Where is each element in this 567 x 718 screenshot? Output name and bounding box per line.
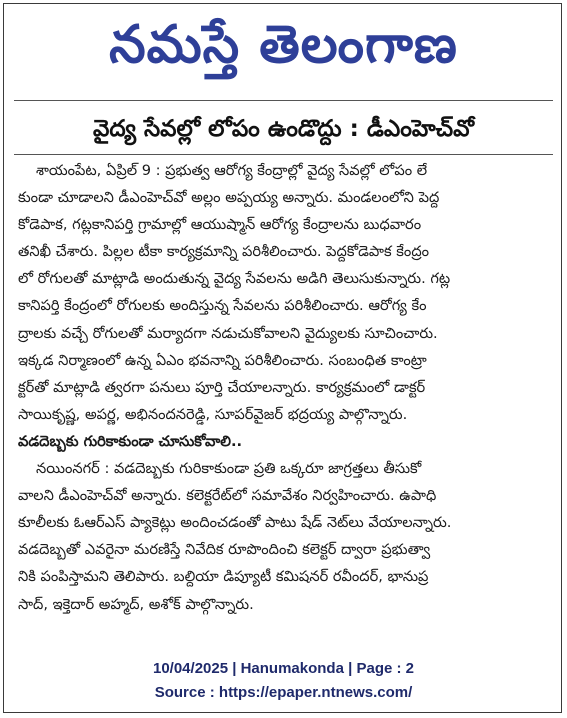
article-line: లో రోగులతో మాట్లాడి అందుతున్న వైద్య సేవలను అడిగి తెలుసుకున్నారు. గట్ల	[18, 270, 451, 288]
article-line: క్టర్‌తో మాట్లాడి త్వరగా పనులు పూర్తి చేయాలన్నారు. కార్యక్రమంలో డాక్టర్	[18, 378, 426, 396]
article-headline: వైద్య సేవల్లో లోపం ఉండొద్దు : డీఎంహెచ్‌వో	[93, 116, 474, 142]
article-line: వడదెబ్బతో ఎవరైనా మరణిస్తే నివేదిక రూపొందించి కలెక్టర్ ద్వారా ప్రభుత్వా	[18, 541, 431, 559]
edition-info: 10/04/2025 | Hanumakonda | Page : 2	[152, 660, 414, 677]
masthead-divider	[14, 100, 553, 101]
article-line: కోడెపాక, గట్లకానిపర్తి గ్రామాల్లో ఆయుష్మాన్ ఆరోగ్య కేంద్రాలను బుధవారం	[18, 216, 422, 234]
article-line: తనిఖీ చేశారు. పిల్లల టీకా కార్యక్రమాన్ని పరిశీలించారు. పెద్దకోడెపాక కేంద్రం	[18, 243, 430, 261]
article-line: ఇక్కడ నిర్మాణంలో ఉన్న ఏఎం భవనాన్ని పరిశీలించారు. సంబంధిత కాంట్రా	[18, 351, 427, 369]
article-line: ద్రాలకు వచ్చే రోగులతో మర్యాదగా నడుచుకోవాలని వైద్యులకు సూచించారు.	[18, 324, 438, 342]
article-body	[18, 157, 550, 618]
article-subheading: వడదెబ్బకు గురికాకుండా చూసుకోవాలి..	[18, 432, 243, 450]
article-line: నికి పంపిస్తామని తెలిపారు. బల్దియా డిప్యూటీ కమిషనర్ రవీందర్, భానుప్ర	[18, 568, 429, 586]
article-line: సాద్, ఇక్తెదార్ అహ్మద్, అశోక్ పాల్గొన్నారు.	[18, 595, 254, 613]
article-line: కానిపర్తి కేంద్రంలో రోగులకు అందిస్తున్న సేవలను పరిశీలించారు. ఆరోగ్య కేం	[18, 297, 427, 315]
article-line: వాలని డీఎంహెచ్‌వో అన్నారు. కలెక్టరేట్‌లో సమావేశం నిర్వహించారు. ఉపాధి	[18, 487, 437, 505]
article-line: శాయంపేట, ఏప్రిల్ 9 : ప్రభుత్వ ఆరోగ్య కేంద్రాల్లో వైద్య సేవల్లో లోపం లే	[36, 162, 428, 179]
article-line: సాయికృష్ణ, అపర్ణ, అభినందనరెడ్డి, సూపర్‌వైజర్ భద్రయ్య పాల్గొన్నారు.	[18, 405, 408, 423]
article-line: కుండా చూడాలని డీఎంహెచ్‌వో అల్లం అప్పయ్య అన్నారు. మండలంలోని పెద్ద	[18, 189, 440, 207]
newspaper-masthead: నమస్తే తెలంగాణ	[109, 14, 458, 75]
source-link[interactable]: Source : https://epaper.ntnews.com/	[154, 684, 413, 701]
clipping-frame	[3, 3, 562, 713]
article-line: కూలీలకు ఓఆర్‌ఎస్ ప్యాకెట్లు అందించడంతో పాటు షేడ్ నెట్‌లు వేయాలన్నారు.	[18, 514, 452, 532]
article-line: నయింనగర్ : వడదెబ్బకు గురికాకుండా ప్రతి ఒక్కరూ జాగ్రత్తలు తీసుకో	[36, 460, 422, 478]
headline-divider	[14, 154, 553, 155]
